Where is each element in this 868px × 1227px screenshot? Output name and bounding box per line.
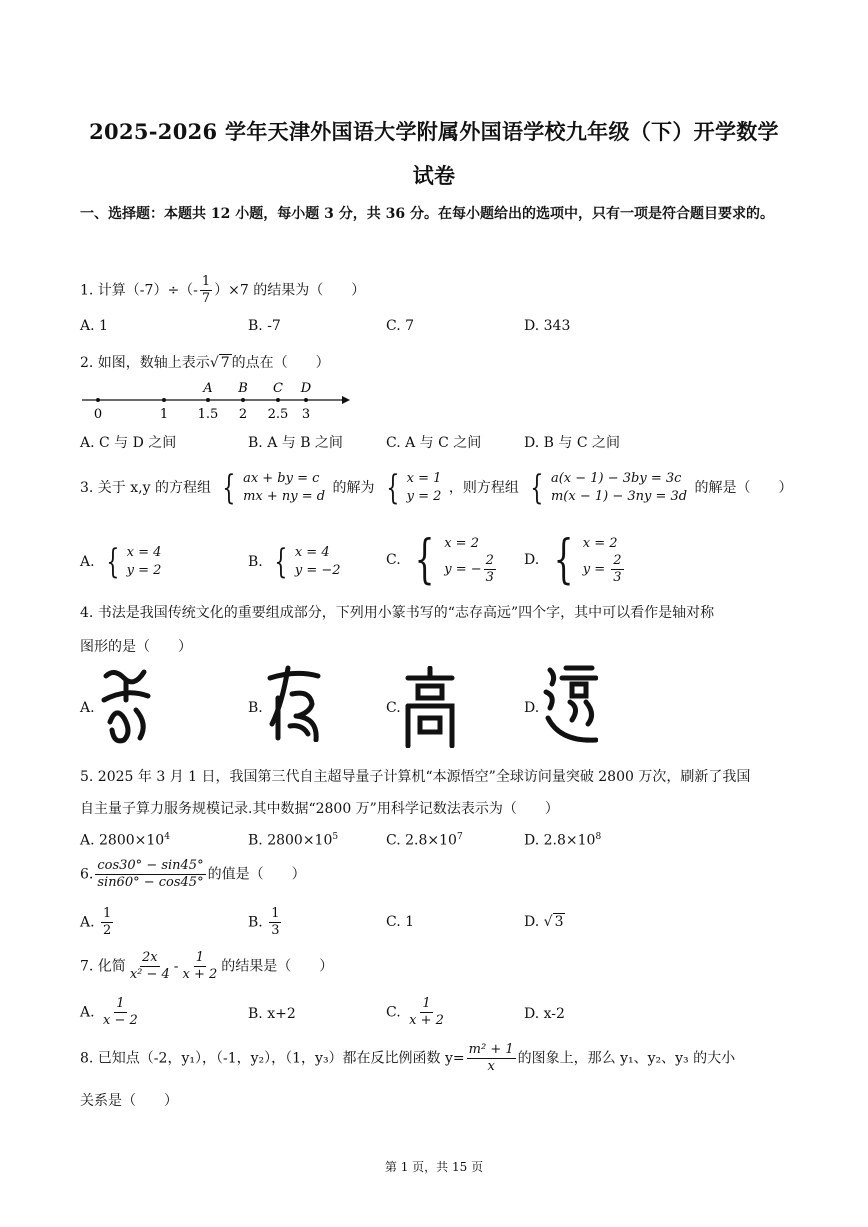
q3-option-a: [80, 544, 164, 580]
frac-num: 2x: [142, 950, 158, 965]
option-text: B. 2800×10: [248, 832, 333, 849]
seal-glyph-yuan-icon: [542, 662, 598, 748]
option-fraction: [407, 996, 446, 1029]
seal-glyph-cun-icon: [266, 664, 324, 742]
q3-text-mid2: ，则方程组: [448, 480, 519, 496]
option-label: C.: [386, 552, 401, 568]
point-label-a: A: [203, 381, 213, 396]
seal-glyph-gao-icon: [404, 666, 456, 748]
q3-option-c: [386, 530, 501, 590]
system-line: [583, 553, 626, 586]
system-line: x = 4: [294, 545, 330, 560]
q3-option-d: [524, 530, 629, 590]
q1-option-d: D. 343: [524, 318, 571, 334]
brace-icon: {: [414, 530, 435, 590]
question-8-line2: 关系是（ ）: [80, 1093, 178, 1109]
frac-den: 3: [271, 923, 280, 938]
q6-option-a: [80, 906, 115, 939]
sqrt-radicand: 3: [554, 914, 564, 930]
option-system: [270, 544, 340, 580]
system-line: m(x − 1) − 3ny = 3d: [550, 489, 688, 504]
option-fraction: [611, 553, 623, 586]
system-line: [444, 553, 498, 586]
q7-text-pre: 7. 化简: [80, 958, 126, 975]
seal-glyph-zhi-icon: [100, 666, 152, 746]
frac-num: 1: [271, 906, 280, 921]
question-6: [80, 858, 306, 891]
system-line-text: y =: [582, 561, 610, 577]
q5-option-a: [80, 832, 170, 849]
tick-label: 2.5: [267, 407, 289, 422]
option-label: C.: [386, 1004, 401, 1021]
tick-dot: [276, 398, 280, 402]
option-label: B.: [248, 554, 263, 570]
question-3: [80, 470, 793, 506]
option-fraction: [269, 906, 281, 939]
q4-option-d-label: D.: [524, 700, 540, 716]
q6-option-c: C. 1: [386, 914, 415, 930]
q5-option-b: [248, 832, 338, 849]
q7-fraction-2: [181, 950, 220, 983]
q8-text-pre: 8. 已知点（-2，y₁），（-1，y₂），（1，y₃）都在反比例函数 y=: [80, 1050, 465, 1067]
frac-num: 1: [195, 950, 205, 965]
question-5-line1: 5. 2025 年 3 月 1 日，我国第三代自主超导量子计算机“本源悟空”全球访问量突破 2800 万次，刷新了我国: [80, 769, 751, 785]
frac-num: 1: [422, 996, 431, 1011]
q4-option-a-label: A.: [80, 700, 95, 716]
q5-option-d: [524, 832, 601, 849]
option-fraction: [101, 996, 140, 1029]
frac-den: x² − 4: [129, 967, 170, 982]
exam-title: 2025-2026 学年天津外国语大学附属外国语学校九年级（下）开学数学: [89, 119, 779, 144]
equation-system-2: [526, 470, 687, 506]
system-line: x = 4: [126, 545, 162, 560]
option-label: A.: [80, 914, 95, 931]
system-line: x = 2: [444, 535, 479, 551]
q1-frac-num: 1: [201, 274, 211, 289]
q8-text-post: 的图象上，那么 y₁、y₂、y₃ 的大小: [517, 1050, 736, 1067]
tick-dot: [96, 398, 100, 402]
q2-sqrt: [210, 354, 232, 371]
frac-den: 3: [613, 569, 622, 585]
question-2: [80, 352, 330, 372]
system-line: y = 2: [126, 563, 162, 578]
system-line: ax + by = c: [243, 471, 320, 486]
option-fraction: [101, 906, 113, 939]
option-text: A. 2800×10: [80, 832, 165, 849]
brace-icon: {: [530, 468, 544, 508]
point-label-d: D: [300, 381, 312, 396]
minus-sign: -: [173, 958, 179, 975]
point-label-c: C: [273, 381, 283, 396]
frac-num: m² + 1: [468, 1042, 514, 1057]
frac-num: 1: [116, 996, 125, 1011]
tick-label: 3: [301, 407, 311, 422]
q1-text-pre: 1. 计算（-7）÷（-: [80, 282, 198, 299]
tick-dot: [162, 398, 166, 402]
brace-icon: {: [106, 542, 120, 582]
frac-den: 3: [485, 569, 494, 585]
system-line: x = 1: [406, 471, 442, 486]
exponent: 8: [595, 832, 602, 842]
q1-frac-den: 7: [201, 291, 211, 306]
system-line-text: y = −: [444, 561, 482, 577]
q3-option-b: [248, 544, 344, 580]
exponent: 5: [332, 832, 339, 842]
frac-num: 1: [103, 906, 112, 921]
point-label-b: B: [238, 381, 248, 396]
q4-option-c-label: C.: [386, 700, 401, 716]
q7-option-b: B. x+2: [248, 1006, 296, 1022]
option-fraction: [484, 553, 496, 586]
frac-den: sin60° − cos45°: [97, 875, 204, 890]
number-line: [80, 378, 350, 422]
question-7: [80, 950, 333, 983]
tick-label: 1.5: [197, 407, 219, 422]
exponent: 7: [456, 832, 463, 842]
option-label: A.: [80, 1004, 95, 1021]
system-line: y = −2: [294, 563, 341, 578]
q7-text-post: 的结果是（ ）: [221, 958, 334, 975]
q3-text-pre: 3. 关于 x,y 的方程组: [80, 480, 211, 496]
brace-icon: {: [274, 542, 288, 582]
question-5-line2: 自主量子算力服务规模记录.其中数据“2800 万”用科学记数法表示为（ ）: [80, 801, 559, 817]
q2-text-pre: 2. 如图，数轴上表示: [80, 355, 210, 371]
option-label: A.: [80, 554, 95, 570]
q1-option-b: B. -7: [248, 318, 281, 334]
q7-option-a: [80, 996, 142, 1029]
section-heading: 一、选择题：本题共 12 小题，每小题 3 分，共 36 分。在每小题给出的选项中，只有一项是符合题目要求的。: [80, 206, 774, 222]
q7-option-c: [386, 996, 448, 1029]
q7-fraction-1: [128, 950, 172, 983]
option-system: [102, 544, 161, 580]
option-label: B.: [248, 914, 263, 931]
question-1: [80, 274, 365, 307]
q6-text-pre: 6.: [80, 866, 94, 883]
equation-system-1: [218, 470, 325, 506]
tick-label: 1: [159, 407, 169, 422]
frac-num: 2: [613, 552, 622, 568]
frac-den: x + 2: [182, 967, 218, 982]
tick-label: 0: [93, 407, 103, 422]
brace-icon: {: [553, 530, 574, 590]
number-line-arrow: [342, 396, 350, 404]
brace-icon: {: [222, 468, 236, 508]
q2-option-b: B. A 与 B 之间: [248, 435, 343, 451]
q6-option-b: [248, 906, 283, 939]
q6-text-post: 的值是（ ）: [207, 866, 306, 883]
q2-option-d: D. B 与 C 之间: [524, 435, 620, 451]
tick-dot: [206, 398, 210, 402]
solution-system: [382, 470, 441, 506]
option-label: D.: [524, 914, 540, 930]
q1-fraction: [200, 274, 212, 307]
q8-fraction: [467, 1042, 516, 1075]
frac-den: 2: [103, 923, 112, 938]
option-system: [408, 530, 498, 590]
brace-icon: {: [386, 468, 400, 508]
q4-option-b-label: B.: [248, 700, 263, 716]
question-4-line2: 图形的是（ ）: [80, 639, 192, 655]
frac-den: x: [487, 1059, 495, 1074]
sqrt-radicand: 7: [220, 355, 230, 371]
option-text: C. 2.8×10: [386, 832, 457, 849]
q1-option-c: C. 7: [386, 318, 415, 334]
sqrt-symbol: √: [543, 914, 553, 930]
frac-den: x + 2: [409, 1013, 444, 1028]
system-line: y = 2: [406, 489, 442, 504]
frac-num: 2: [485, 552, 494, 568]
q2-option-c: C. A 与 C 之间: [386, 435, 482, 451]
system-line: a(x − 1) − 3by = 3c: [550, 471, 682, 486]
system-line: x = 2: [582, 535, 618, 551]
option-text: D. 2.8×10: [524, 832, 596, 849]
exam-title-line2: 试卷: [412, 163, 456, 188]
q6-option-d: [524, 914, 565, 930]
q5-option-c: [386, 832, 463, 849]
frac-num: cos30° − sin45°: [97, 858, 204, 873]
exponent: 4: [164, 832, 170, 842]
frac-den: x − 2: [103, 1013, 138, 1028]
system-line: mx + ny = d: [243, 489, 326, 504]
tick-dot: [241, 398, 245, 402]
q3-text-post: 的解是（ ）: [694, 480, 793, 496]
q3-text-mid: 的解为: [332, 480, 375, 496]
question-4-line1: 4. 书法是我国传统文化的重要组成部分，下列用小篆书写的“志存高远”四个字，其中可以看作是轴对称: [80, 605, 715, 621]
q2-text-post: 的点在（ ）: [231, 355, 330, 371]
q7-option-d: D. x-2: [524, 1006, 565, 1022]
option-label: D.: [524, 552, 540, 568]
option-system: [547, 530, 626, 590]
tick-dot: [304, 398, 308, 402]
q6-fraction: [95, 858, 205, 891]
q1-option-a: A. 1: [80, 318, 108, 334]
q2-option-a: A. C 与 D 之间: [80, 435, 177, 451]
q1-text-post: ）×7 的结果为（ ）: [214, 282, 366, 299]
page-footer: 第 1 页，共 15 页: [384, 1160, 484, 1174]
sqrt-symbol: √: [209, 355, 219, 371]
question-8: [80, 1042, 735, 1075]
tick-label: 2: [238, 407, 248, 422]
